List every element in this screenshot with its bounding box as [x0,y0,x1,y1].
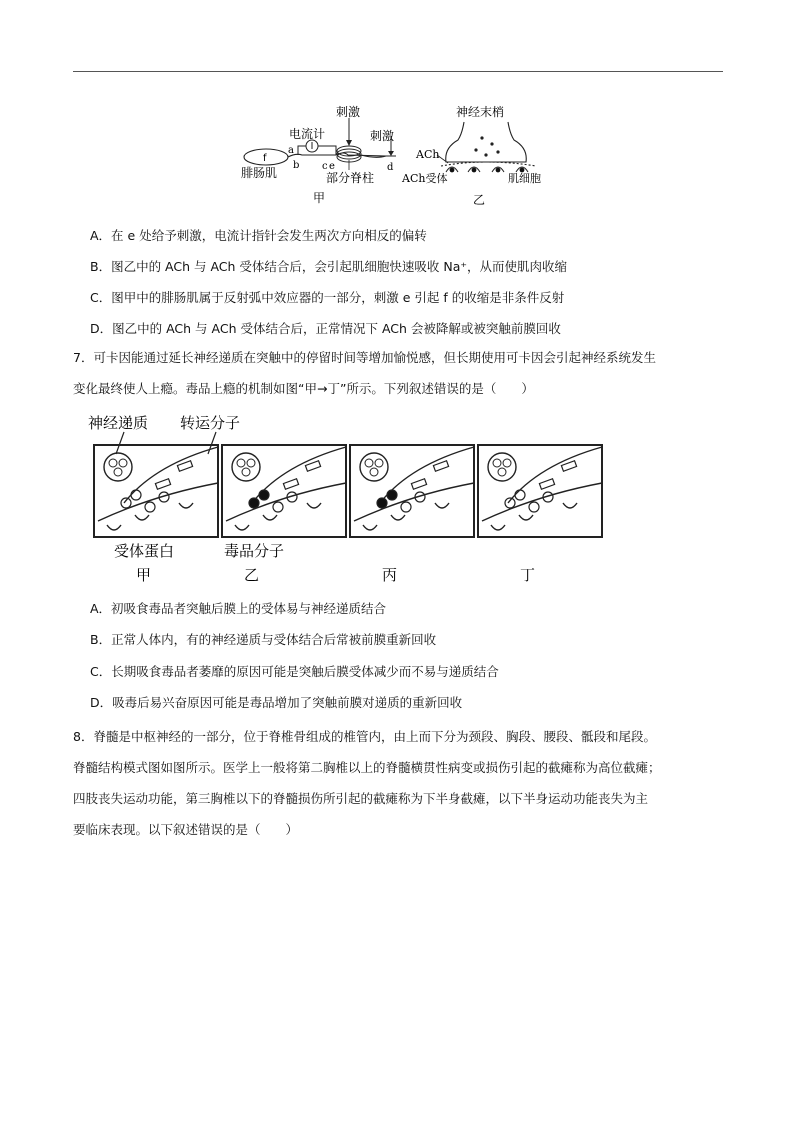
receptor-protein [563,503,577,508]
label-d: d [387,162,394,173]
vesicle [360,453,388,481]
vesicle [104,453,132,481]
q7-stem [73,342,723,404]
transmitter-molecule [237,459,245,467]
label-f: f [263,153,267,164]
panel-label-jia: 甲 [136,566,152,584]
receptor-protein [135,515,149,520]
label-transporter: 转运分子 [180,414,241,432]
transmitter-molecule [370,468,378,476]
q6-option-a: A．在 e 处给予刺激，电流计指针会发生两次方向相反的偏转 [90,228,427,243]
transmitter-molecule [529,502,539,512]
receptor-protein [491,525,505,530]
transmitter-molecule [247,459,255,467]
label-neurotransmitter: 神经递质 [88,414,149,432]
receptor-protein [263,515,277,520]
receptor-protein [519,515,533,520]
q6-option-d: D．图乙中的 ACh 与 ACh 受体结合后，正常情况下 ACh 会被降解或被突触前膜回收 [90,321,561,336]
label-ach-receptor: ACh受体 [402,172,448,185]
caption-jia: 甲 [313,191,326,205]
q6-option-b: B．图乙中的 ACh 与 ACh 受体结合后，会引起肌细胞快速吸收 Na⁺，从而使肌肉收缩 [90,259,568,274]
q8-line-1: 8．脊髓是中枢神经的一部分，位于脊椎骨组成的椎管内，由上而下分为颈段、胸段、腰段、骶段和尾段。 [73,729,656,744]
transmitter-molecule [109,459,117,467]
label-spinal-column: 部分脊柱 [326,171,375,185]
q7-option-a: A．初吸食毒品者突触后膜上的受体易与神经递质结合 [90,601,387,616]
panel-label-bing: 丙 [382,566,398,584]
transmitter-molecule [365,459,373,467]
receptor-protein [235,525,249,530]
header-rule [73,71,723,72]
q8-stem [73,721,723,845]
transmitter-molecule [401,502,411,512]
transmitter-molecule [131,490,141,500]
receptor-protein [307,503,321,508]
q7-stem-line2: 变化最终使人上瘾。毒品上瘾的机制如图“甲→丁”所示。下列叙述错误的是（ ） [73,381,534,396]
q7-option-c: C．长期吸食毒品者萎靡的原因可能是突触后膜受体减少而不易与递质结合 [90,664,499,679]
q8-line-2: 脊髓结构模式图如图所示。医学上一般将第二胸椎以上的脊髓横贯性病变或损伤引起的截瘫称为高位截瘫； [73,760,661,775]
transmitter-molecule [273,502,283,512]
label-receptor-protein: 受体蛋白 [114,542,175,560]
q8-line-4: 要临床表现。以下叙述错误的是（ ） [73,822,299,837]
vesicle [232,453,260,481]
transporter [539,479,554,489]
panel-label-yi: 乙 [244,566,260,584]
label-a: a [288,145,294,156]
q7-option-b: B．正常人体内，有的神经递质与受体结合后常被前膜重新回收 [90,632,437,647]
drug-molecule [249,498,259,508]
label-stimulus-top: 刺激 [336,105,361,119]
receptor-protein [363,525,377,530]
transmitter-molecule [493,459,501,467]
transmitter-molecule [114,468,122,476]
transporter [305,461,320,471]
drug-molecule [377,498,387,508]
q8-line-3: 四肢丧失运动功能，第三胸椎以下的脊髓损伤所引起的截瘫称为下半身截瘫，以下半身运动功能丧失为主 [73,791,649,806]
label-ach: ACh [416,148,440,161]
transmitter-molecule [498,468,506,476]
label-nerve-terminal: 神经末梢 [456,105,505,119]
caption-yi: 乙 [473,193,486,207]
receptor-protein [179,503,193,508]
transporter [177,461,192,471]
synapse-panels [94,445,602,537]
transmitter-molecule [503,459,511,467]
label-muscle-cell: 肌细胞 [508,172,541,185]
label-b: b [293,160,300,171]
transporter [283,479,298,489]
label-c: c [322,161,328,172]
figure-drug-addiction [84,410,612,590]
label-e: e [329,161,335,172]
figure-yi [401,104,541,207]
transporter [433,461,448,471]
vesicle [488,453,516,481]
drug-molecule [259,490,269,500]
label-galvanometer: 电流计 [289,127,326,141]
transporter [561,461,576,471]
figure-jia [241,104,396,205]
label-gastrocnemius: 腓肠肌 [241,166,278,180]
receptor-protein [391,515,405,520]
transporter [155,479,170,489]
receptor-protein [435,503,449,508]
label-stimulus-right: 刺激 [370,129,395,143]
q7-stem-line1: 7．可卡因能通过延长神经递质在突触中的停留时间等增加愉悦感，但长期使用可卡因会引起神经系统发生 [73,350,656,365]
transmitter-molecule [375,459,383,467]
transporter [411,479,426,489]
figure-nerve-muscle [236,100,566,210]
drug-molecule [387,490,397,500]
label-drug-molecule: 毒品分子 [224,542,285,560]
transmitter-molecule [515,490,525,500]
receptor-protein [107,525,121,530]
panel-label-ding: 丁 [520,566,536,584]
transmitter-molecule [145,502,155,512]
q7-option-d: D．吸毒后易兴奋原因可能是毒品增加了突触前膜对递质的重新回收 [90,695,463,710]
transmitter-molecule [242,468,250,476]
transmitter-molecule [119,459,127,467]
q6-option-c: C．图甲中的腓肠肌属于反射弧中效应器的一部分，刺激 e 引起 f 的收缩是非条件反射 [90,290,565,305]
